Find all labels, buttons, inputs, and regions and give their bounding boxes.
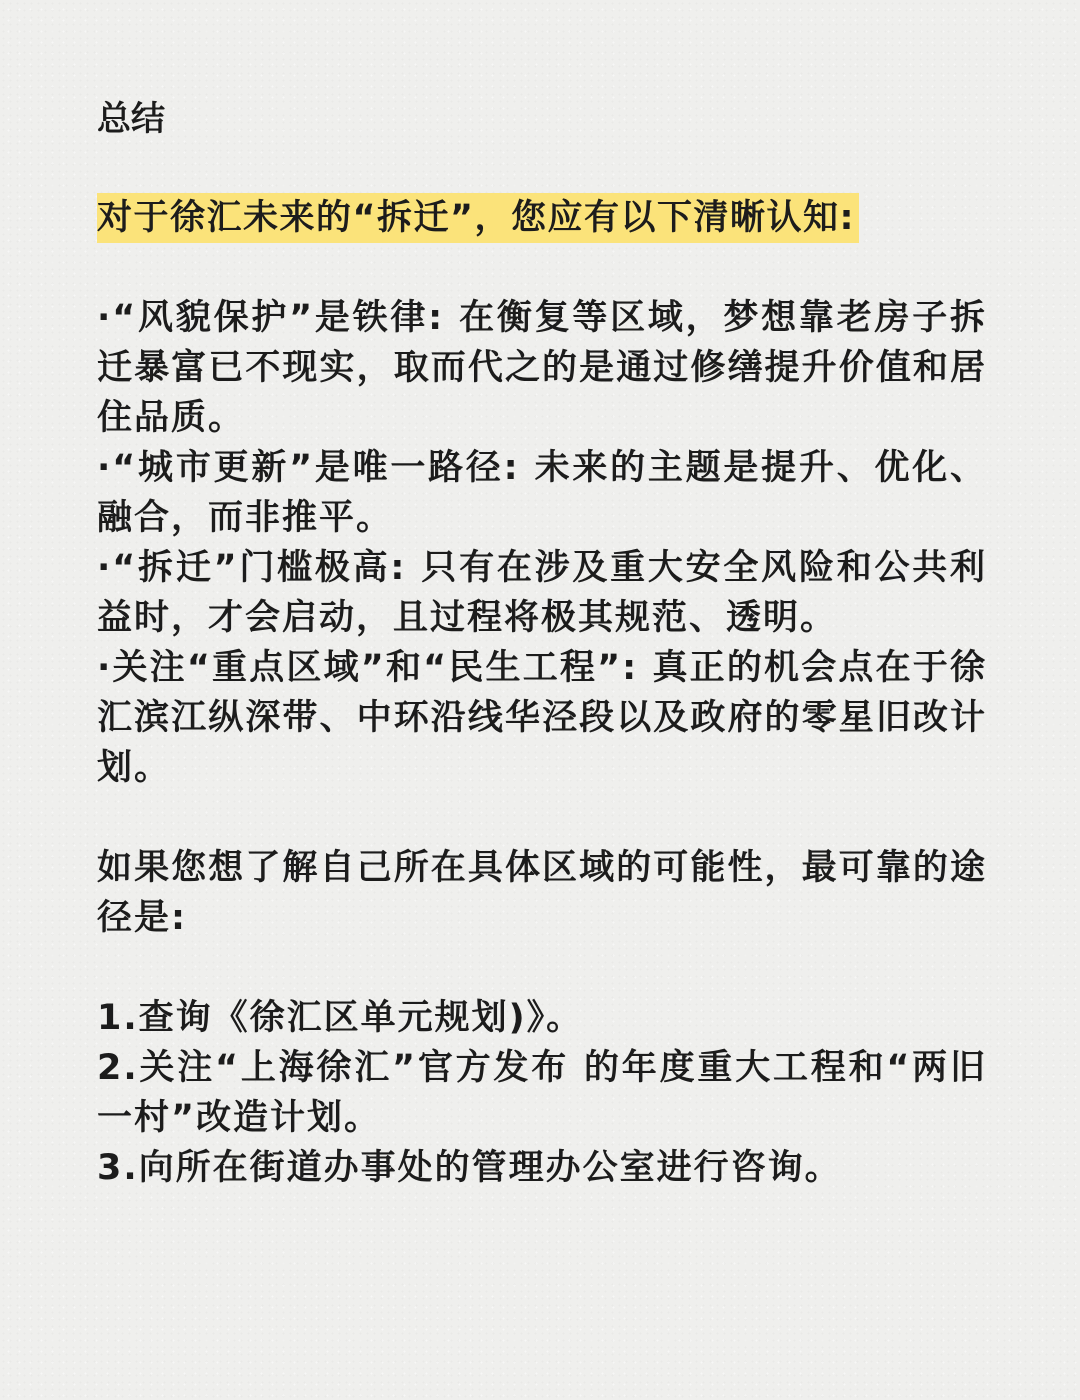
highlighted-statement: 对于徐汇未来的“拆迁”，您应有以下清晰认知: [97,193,859,243]
bullet-item [97,293,987,443]
bullet-item [97,443,987,543]
step-item: 1.查询《徐汇区单元规划)》。 [97,998,584,1038]
bullet-text: 在衡复等区域，梦想靠老房子拆迁暴富已不现实，取而代之的是通过修缮提升价值和居住品质。 [97,298,987,438]
bullet-text: 未来的主题是提升、优化、融合，而非推平。 [97,448,987,538]
bullet-item [97,543,987,643]
bullet-lead: ·“风貌保护”是铁律: [97,298,445,338]
step-list [97,993,987,1193]
bullet-text: 真正的机会点在于徐汇滨江纵深带、中环沿线华泾段以及政府的零星旧改计划。 [97,648,987,788]
step-item: 3.向所在街道办事处的管理办公室进行咨询。 [97,1148,842,1188]
bullet-item [97,643,987,793]
bullet-list [97,293,987,793]
bullet-lead: ·“拆迁”门槛极高: [97,548,407,588]
bullet-lead: ·“城市更新”是唯一路径: [97,448,520,488]
step-item: 2.关注“上海徐汇”官方发布 的年度重大工程和“两旧一村”改造计划。 [97,1048,987,1138]
bullet-text: 只有在涉及重大安全风险和公共利益时，才会启动，且过程将极其规范、透明。 [97,548,987,638]
note-page [97,94,987,1193]
question-paragraph: 如果您想了解自己所在具体区域的可能性，最可靠的途径是: [97,848,987,938]
bullet-lead: ·关注“重点区域”和“民生工程”: [97,648,639,688]
highlight-row [97,193,987,243]
page-title: 总结 [97,99,165,139]
